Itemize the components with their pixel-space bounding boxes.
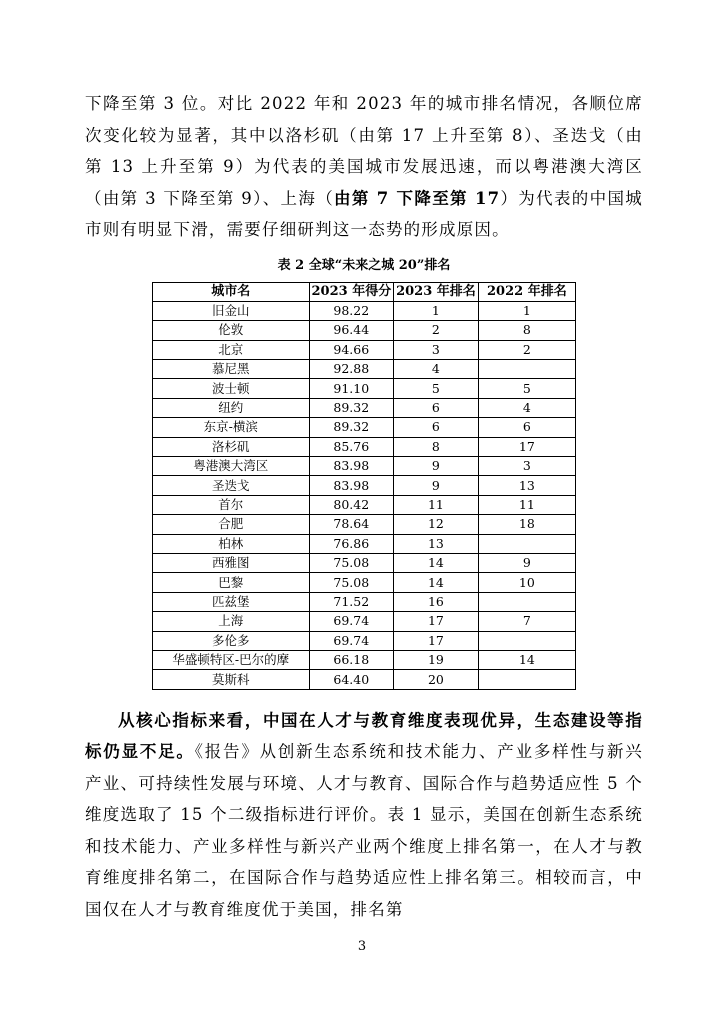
column-header-score-2023: 2023 年得分: [309, 282, 394, 301]
cell-city: 洛杉矶: [153, 437, 310, 456]
cell-score-2023: 83.98: [309, 457, 394, 476]
cell-city: 西雅图: [153, 553, 310, 572]
table-row: [153, 379, 576, 398]
cell-score-2023: 75.08: [309, 553, 394, 572]
cell-score-2023: 96.44: [309, 321, 394, 340]
cell-rank-2022: 13: [478, 476, 575, 495]
cell-rank-2023: 1: [394, 301, 479, 320]
cell-score-2023: 83.98: [309, 476, 394, 495]
table-row: [153, 612, 576, 631]
cell-rank-2022: [478, 360, 575, 379]
table-row: [153, 631, 576, 650]
cell-rank-2022: 14: [478, 650, 575, 669]
table-row: [153, 437, 576, 456]
cell-score-2023: 69.74: [309, 612, 394, 631]
cell-rank-2022: 18: [478, 515, 575, 534]
table-header-row: [153, 282, 576, 301]
cell-rank-2022: 7: [478, 612, 575, 631]
cell-rank-2022: [478, 534, 575, 553]
cell-score-2023: 69.74: [309, 631, 394, 650]
paragraph-ranking-changes: [85, 88, 643, 246]
cell-rank-2022: 10: [478, 573, 575, 592]
cell-rank-2023: 9: [394, 476, 479, 495]
cell-score-2023: 92.88: [309, 360, 394, 379]
table-row: [153, 457, 576, 476]
cell-rank-2023: 20: [394, 670, 479, 689]
cell-score-2023: 75.08: [309, 573, 394, 592]
paragraph-2-bold-lead: 从核心指标来看，中国在人才与教育维度表现优异，生态建设等指标仍显不足。: [85, 710, 643, 762]
cell-rank-2023: 17: [394, 612, 479, 631]
cell-city: 纽约: [153, 398, 310, 417]
cell-score-2023: 80.42: [309, 495, 394, 514]
table-row: [153, 592, 576, 611]
table-row: [153, 340, 576, 359]
cell-city: 东京-横滨: [153, 418, 310, 437]
column-header-rank-2023: 2023 年排名: [394, 282, 479, 301]
table-row: [153, 476, 576, 495]
cell-city: 多伦多: [153, 631, 310, 650]
cell-score-2023: 98.22: [309, 301, 394, 320]
cell-city: 上海: [153, 612, 310, 631]
cell-score-2023: 76.86: [309, 534, 394, 553]
table-row: [153, 670, 576, 689]
cell-rank-2022: 9: [478, 553, 575, 572]
cell-rank-2022: 11: [478, 495, 575, 514]
cell-rank-2023: 6: [394, 398, 479, 417]
cell-rank-2023: 9: [394, 457, 479, 476]
paragraph-1-text: 下降至第 3 位。对比 2022 年和 2023 年的城市排名情况，各顺位席次变化较为显著，其中以洛杉矶（由第 17 上升至第 8）、圣迭戈（由第 13 上升至第 9）为代表的美国城市发展迅速，而以粤港澳大湾区（由第 3 下降至第 9）、上海（: [85, 94, 643, 208]
cell-city: 华盛顿特区-巴尔的摩: [153, 650, 310, 669]
table-body: [153, 301, 576, 689]
cell-rank-2023: 11: [394, 495, 479, 514]
cell-rank-2023: 6: [394, 418, 479, 437]
cell-rank-2022: 1: [478, 301, 575, 320]
table-row: [153, 398, 576, 417]
cell-rank-2023: 3: [394, 340, 479, 359]
cell-score-2023: 71.52: [309, 592, 394, 611]
cell-rank-2022: [478, 631, 575, 650]
cell-city: 匹兹堡: [153, 592, 310, 611]
cell-rank-2022: [478, 592, 575, 611]
table-row: [153, 321, 576, 340]
paragraph-2-text: 《报告》从创新生态系统和技术能力、产业多样性与新兴产业、可持续性发展与环境、人才与教育、国际合作与趋势适应性 5 个维度选取了 15 个二级指标进行评价。表 1 显示，美国在创新生态系统和技术能力、产业多样性与新兴产业两个维度上排名第一，在人才与教育维度排名第二，在国际合作与趋势适应性上排名第三。相较而言，中国仅在人才与教育维度优于美国，排名第: [85, 742, 644, 919]
table-header: [153, 282, 576, 301]
cell-rank-2022: 6: [478, 418, 575, 437]
table-row: [153, 650, 576, 669]
paragraph-core-indicators: [85, 705, 643, 926]
table-row: [153, 515, 576, 534]
column-header-rank-2022: 2022 年排名: [478, 282, 575, 301]
cell-city: 慕尼黑: [153, 360, 310, 379]
cell-rank-2023: 14: [394, 553, 479, 572]
table-row: [153, 301, 576, 320]
cell-rank-2022: 5: [478, 379, 575, 398]
cell-rank-2022: 8: [478, 321, 575, 340]
cell-rank-2023: 17: [394, 631, 479, 650]
cell-city: 波士顿: [153, 379, 310, 398]
cell-score-2023: 85.76: [309, 437, 394, 456]
cell-city: 巴黎: [153, 573, 310, 592]
table-row: [153, 534, 576, 553]
table-row: [153, 495, 576, 514]
cell-rank-2022: 17: [478, 437, 575, 456]
cell-score-2023: 66.18: [309, 650, 394, 669]
page-number: 3: [357, 939, 367, 954]
cell-rank-2023: 8: [394, 437, 479, 456]
paragraph-1-bold-shanghai-drop: 由第 7 下降至第 17: [334, 188, 501, 208]
cell-rank-2023: 14: [394, 573, 479, 592]
cell-rank-2023: 16: [394, 592, 479, 611]
cell-score-2023: 78.64: [309, 515, 394, 534]
cell-rank-2023: 19: [394, 650, 479, 669]
paragraph-1-text-end: ）为代表的中国城市则有明显下滑，需要仔细研判这一态势的形成原因。: [85, 188, 643, 239]
cell-city: 伦敦: [153, 321, 310, 340]
cell-city: 首尔: [153, 495, 310, 514]
cell-rank-2023: 5: [394, 379, 479, 398]
cell-city: 柏林: [153, 534, 310, 553]
page-content: [85, 88, 643, 925]
table-row: [153, 418, 576, 437]
cell-score-2023: 94.66: [309, 340, 394, 359]
cell-city: 粤港澳大湾区: [153, 457, 310, 476]
cell-score-2023: 89.32: [309, 418, 394, 437]
table-row: [153, 573, 576, 592]
table-caption: 表 2 全球“未来之城 20”排名: [277, 257, 451, 273]
cell-city: 莫斯科: [153, 670, 310, 689]
future-cities-ranking-table: [152, 282, 576, 690]
cell-rank-2023: 13: [394, 534, 479, 553]
cell-rank-2022: 4: [478, 398, 575, 417]
cell-city: 旧金山: [153, 301, 310, 320]
cell-score-2023: 89.32: [309, 398, 394, 417]
cell-city: 北京: [153, 340, 310, 359]
cell-city: 圣迭戈: [153, 476, 310, 495]
cell-rank-2023: 4: [394, 360, 479, 379]
column-header-city: 城市名: [153, 282, 310, 301]
table-row: [153, 553, 576, 572]
cell-score-2023: 64.40: [309, 670, 394, 689]
cell-score-2023: 91.10: [309, 379, 394, 398]
cell-rank-2022: [478, 670, 575, 689]
cell-rank-2023: 2: [394, 321, 479, 340]
cell-rank-2022: 2: [478, 340, 575, 359]
cell-rank-2023: 12: [394, 515, 479, 534]
cell-rank-2022: 3: [478, 457, 575, 476]
table-row: [153, 360, 576, 379]
cell-city: 合肥: [153, 515, 310, 534]
